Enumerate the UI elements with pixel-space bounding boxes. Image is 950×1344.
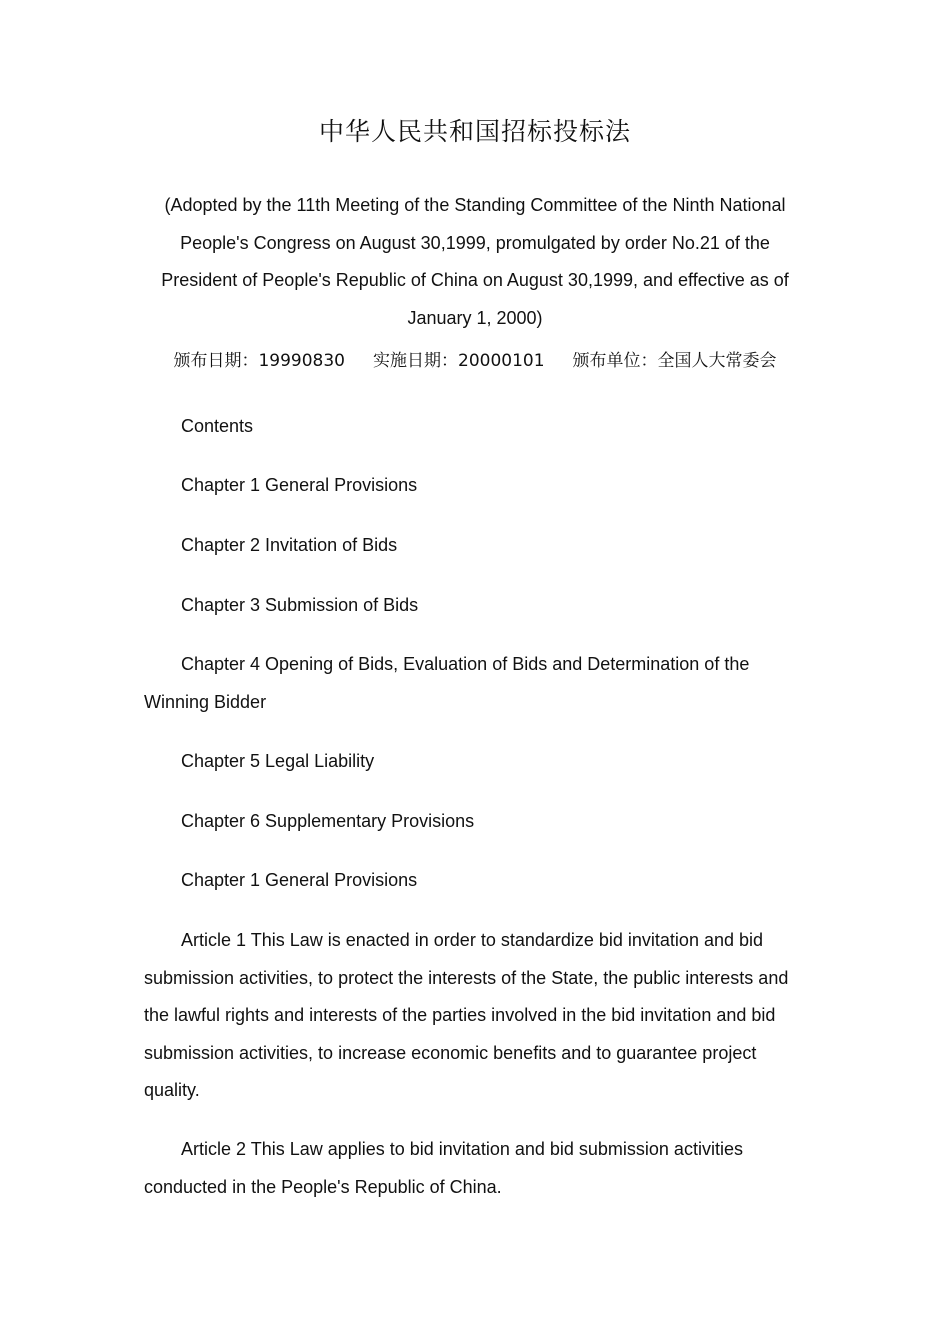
promulgation-date: 颁布日期：19990830 bbox=[173, 351, 345, 371]
article-1: Article 1 This Law is enacted in order to standardize bid invitation and bid submission activities, to protect the interests of the State, the public interests and the lawful rights and interests of the parties involved in the bid invitation and bid submission activities, to increase economic benefits and to guarantee project quality. bbox=[144, 930, 789, 1100]
issuing-body: 颁布单位：全国人大常委会 bbox=[572, 351, 777, 371]
toc-item-chapter-4: Chapter 4 Opening of Bids, Evaluation of Bids and Determination of the Winning Bidder bbox=[144, 654, 750, 712]
toc-item-chapter-6: Chapter 6 Supplementary Provisions bbox=[181, 811, 475, 831]
contents-heading: Contents bbox=[181, 416, 254, 436]
effective-date: 实施日期：20000101 bbox=[373, 351, 545, 371]
toc-item-chapter-1: Chapter 1 General Provisions bbox=[181, 475, 418, 495]
adoption-preamble: (Adopted by the 11th Meeting of the Standing Committee of the Ninth National People's Congress on August 30,1999, promulgated by order No.21 of the President of People's Republic of China on August 30,1999, and effective as of January 1, 2000) bbox=[161, 195, 789, 328]
chapter-heading: Chapter 1 General Provisions bbox=[181, 870, 418, 890]
article-2: Article 2 This Law applies to bid invitation and bid submission activities conducted in the People's Republic of China. bbox=[144, 1139, 743, 1197]
document-title: 中华人民共和国招标投标法 bbox=[318, 117, 631, 146]
toc-item-chapter-2: Chapter 2 Invitation of Bids bbox=[181, 535, 398, 555]
toc-item-chapter-5: Chapter 5 Legal Liability bbox=[181, 751, 375, 771]
toc-item-chapter-3: Chapter 3 Submission of Bids bbox=[181, 595, 419, 615]
metadata-line bbox=[0, 346, 950, 376]
